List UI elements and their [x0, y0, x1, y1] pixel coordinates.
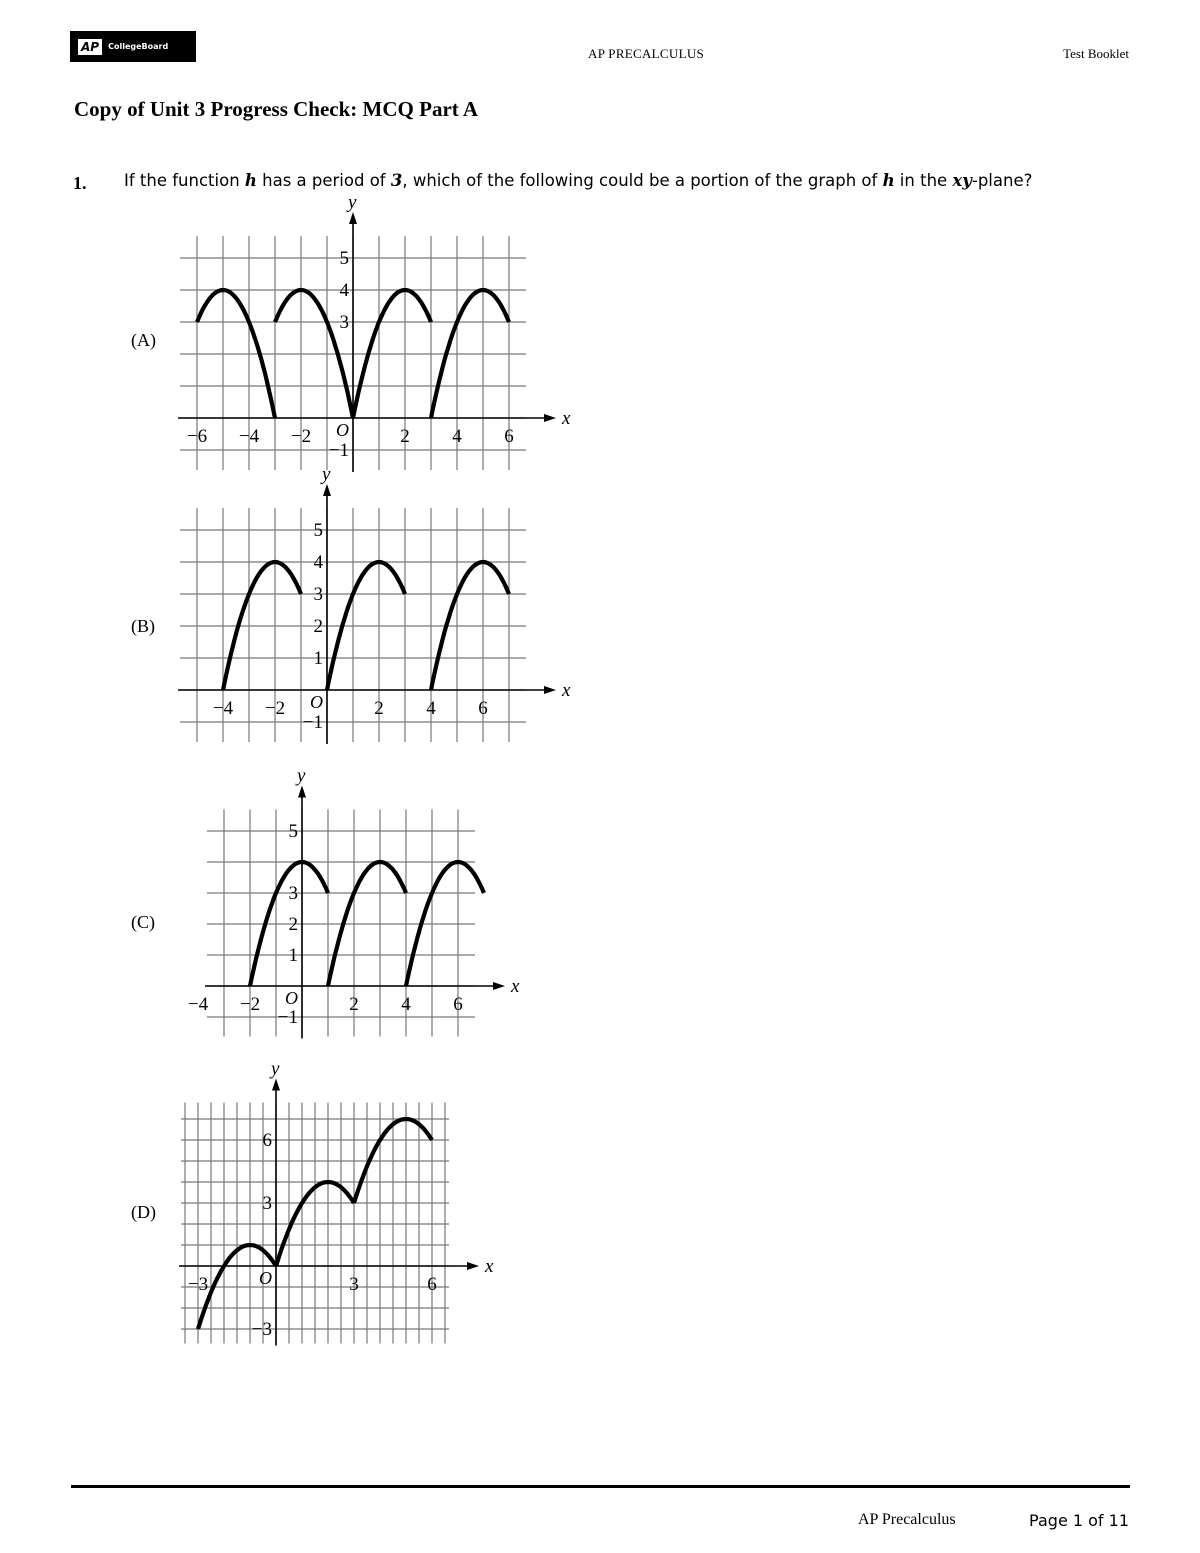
origin-label: O: [336, 420, 349, 440]
y-axis-arrow: [323, 484, 331, 496]
y-axis-arrow: [298, 786, 306, 798]
y-tick-label: −1: [302, 712, 323, 733]
y-tick-label: 3: [339, 312, 349, 333]
x-axis-label: x: [511, 976, 520, 997]
y-tick-label: 5: [339, 248, 349, 269]
choice-label-a[interactable]: (A): [131, 330, 156, 350]
x-tick-label: −6: [186, 426, 208, 447]
x-tick-label: 2: [400, 426, 410, 447]
x-axis-label: x: [562, 408, 571, 429]
y-tick-label: 6: [262, 1130, 272, 1151]
y-tick-label: 1: [288, 945, 298, 966]
graph-choice-b: [170, 464, 571, 744]
x-tick-label: −4: [187, 994, 209, 1015]
logo-ap-mark: AP: [78, 39, 102, 55]
question-text-part: in the: [894, 171, 953, 190]
choice-label-c[interactable]: (C): [131, 912, 155, 932]
question-number: 1.: [73, 173, 87, 193]
choice-label-d[interactable]: (D): [131, 1202, 156, 1222]
ap-collegeboard-logo: [70, 31, 196, 62]
x-tick-label: −4: [238, 426, 260, 447]
graph-choice-c: [170, 765, 520, 1042]
y-tick-label: 4: [313, 552, 323, 573]
question-text-part: If the function: [124, 171, 245, 190]
x-tick-label: 4: [426, 698, 436, 719]
math-var-xy: xy: [952, 171, 972, 190]
header-booklet: Test Booklet: [1063, 46, 1129, 61]
y-tick-label: 3: [262, 1193, 272, 1214]
question-text-part: , which of the following could be a portion of the graph of: [402, 171, 883, 190]
x-axis-label: x: [562, 680, 571, 701]
choice-label-b[interactable]: (B): [131, 616, 155, 636]
x-tick-label: 6: [504, 426, 514, 447]
x-axis-label: x: [485, 1256, 494, 1277]
y-tick-label: 5: [313, 520, 323, 541]
x-tick-label: 2: [349, 994, 359, 1015]
logo-collegeboard-text: CollegeBoard: [108, 42, 169, 51]
x-tick-label: 6: [453, 994, 463, 1015]
y-tick-label: 4: [339, 280, 349, 301]
question-text: [124, 171, 1032, 190]
x-tick-label: −4: [212, 698, 234, 719]
question-text-part: has a period of: [256, 171, 391, 190]
y-axis-label: y: [271, 1058, 280, 1080]
y-tick-label: −1: [328, 440, 349, 461]
x-tick-label: 4: [452, 426, 462, 447]
y-axis-arrow: [272, 1079, 280, 1091]
y-tick-label: −3: [251, 1319, 272, 1340]
footer-page-number: Page 1 of 11: [1029, 1511, 1129, 1530]
origin-label: O: [310, 692, 323, 712]
y-tick-label: 2: [288, 914, 298, 935]
math-var-h: h: [244, 171, 257, 190]
y-tick-label: 5: [288, 821, 298, 842]
y-axis-label: y: [297, 765, 306, 787]
x-axis-arrow: [544, 686, 556, 694]
document-title: Copy of Unit 3 Progress Check: MCQ Part A: [74, 97, 479, 121]
x-tick-label: 2: [374, 698, 384, 719]
x-tick-label: 3: [349, 1274, 359, 1295]
x-tick-label: 4: [401, 994, 411, 1015]
math-var-h: h: [882, 171, 895, 190]
y-axis-label: y: [348, 192, 357, 213]
footer-divider: [71, 1485, 1130, 1488]
x-tick-label: −2: [239, 994, 261, 1015]
y-axis-label: y: [322, 464, 331, 485]
y-tick-label: 3: [288, 883, 298, 904]
y-tick-label: 2: [313, 616, 323, 637]
x-axis-arrow: [544, 414, 556, 422]
graph-choice-d: [170, 1058, 494, 1350]
x-tick-label: 6: [427, 1274, 437, 1295]
y-tick-label: −1: [277, 1007, 298, 1028]
x-tick-label: −2: [264, 698, 286, 719]
x-tick-label: −2: [290, 426, 312, 447]
origin-label: O: [259, 1268, 272, 1288]
y-tick-label: 1: [313, 648, 323, 669]
question-text-part: -plane?: [971, 171, 1033, 190]
x-tick-label: −3: [187, 1274, 209, 1295]
x-tick-label: 6: [478, 698, 488, 719]
y-tick-label: 3: [313, 584, 323, 605]
math-number-3: 3: [390, 171, 403, 190]
footer-course: AP Precalculus: [858, 1511, 956, 1528]
y-axis-arrow: [349, 212, 357, 224]
origin-label: O: [285, 988, 298, 1008]
x-axis-arrow: [493, 982, 505, 990]
x-axis-arrow: [467, 1262, 479, 1270]
graph-choice-a: [170, 192, 571, 470]
header-course: AP PRECALCULUS: [588, 46, 705, 61]
